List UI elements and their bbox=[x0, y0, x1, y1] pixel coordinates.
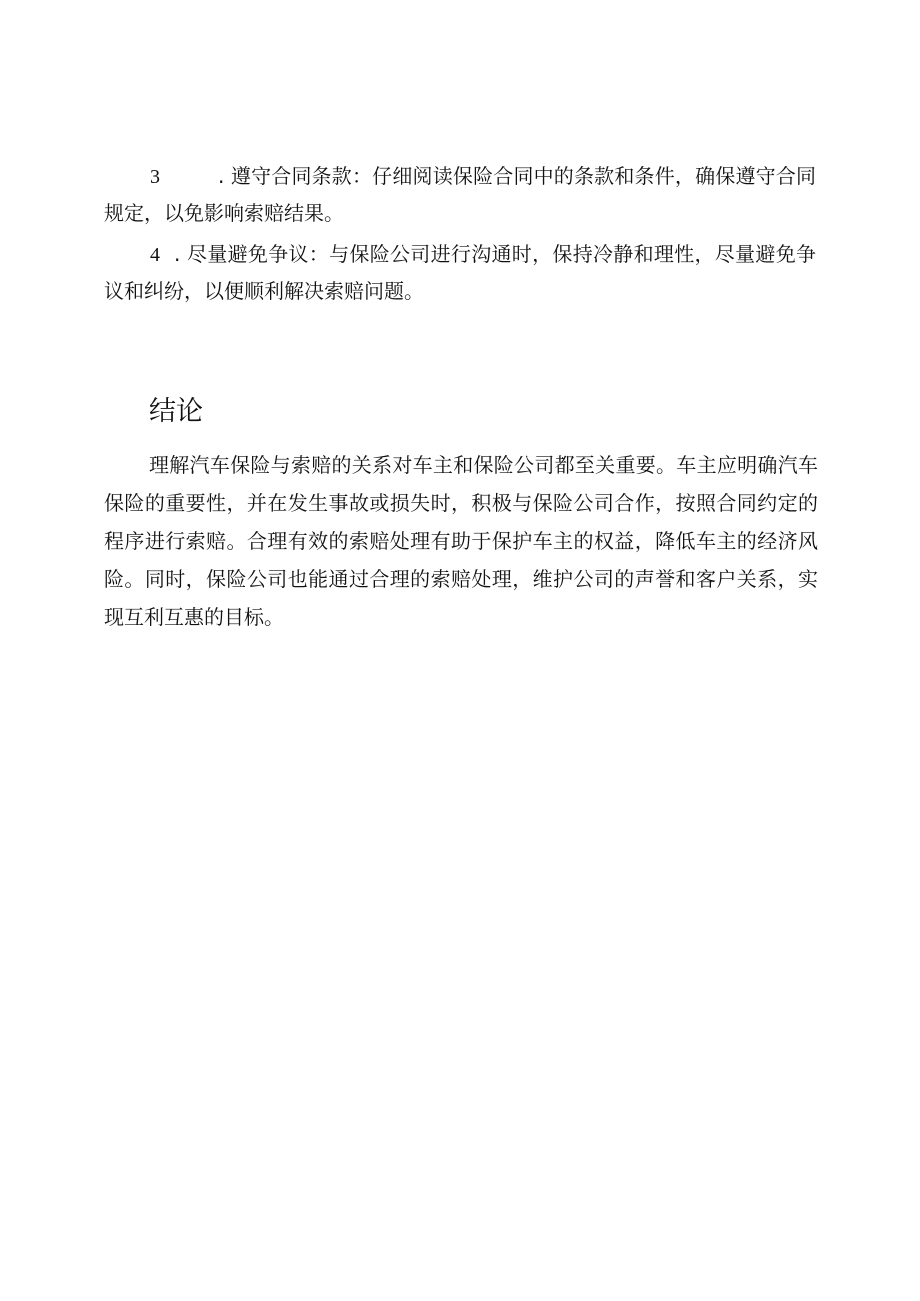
list-item-number: 4 bbox=[150, 244, 160, 266]
list-item-number: 3 bbox=[150, 166, 160, 188]
list-item-text: . 尽量避免争议：与保险公司进行沟通时，保持冷静和理性，尽量避免争议和纠纷，以便顺利解决索赔问题。 bbox=[104, 242, 816, 303]
list-item-text: . 遵守合同条款：仔细阅读保险合同中的条款和条件，确保遵守合同规定，以免影响索赔结果。 bbox=[104, 164, 816, 225]
list-item bbox=[104, 158, 816, 231]
section-heading: 结论 bbox=[149, 396, 203, 427]
list-item bbox=[104, 236, 816, 309]
conclusion-paragraph: 理解汽车保险与索赔的关系对车主和保险公司都至关重要。车主应明确汽车保险的重要性，并在发生事故或损失时，积极与保险公司合作，按照合同约定的程序进行索赔。合理有效的索赔处理有助于保护车主的权益，降低车主的经济风险。同时，保险公司也能通过合理的索赔处理，维护公司的声誉和客户关系，实现互利互惠的目标。 bbox=[104, 453, 818, 629]
